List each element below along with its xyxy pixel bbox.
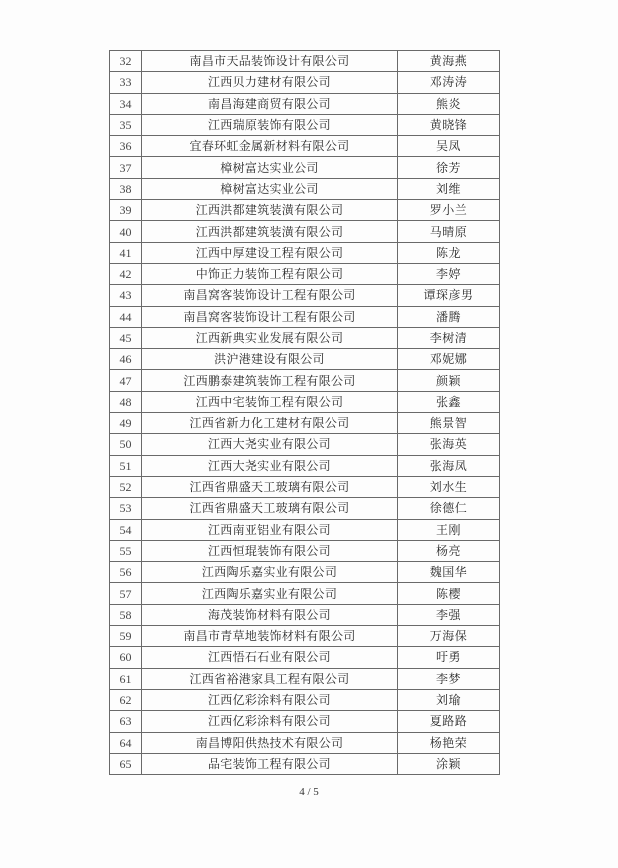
person-name-cell: 潘腾 — [398, 306, 500, 327]
company-name-cell: 江西陶乐嘉实业有限公司 — [142, 583, 398, 604]
row-number-cell: 36 — [110, 136, 142, 157]
row-number-cell: 42 — [110, 263, 142, 284]
person-name-cell: 万海保 — [398, 626, 500, 647]
table-row — [110, 93, 500, 114]
person-name-cell: 邓涛涛 — [398, 72, 500, 93]
row-number-cell: 47 — [110, 370, 142, 391]
person-name-cell: 罗小兰 — [398, 200, 500, 221]
row-number-cell: 61 — [110, 668, 142, 689]
table-row — [110, 626, 500, 647]
person-name-cell: 张鑫 — [398, 391, 500, 412]
company-name-cell: 南昌海建商贸有限公司 — [142, 93, 398, 114]
company-name-cell: 洪沪港建设有限公司 — [142, 349, 398, 370]
table-row — [110, 476, 500, 497]
person-name-cell: 熊景智 — [398, 413, 500, 434]
company-name-cell: 江西省裕港家具工程有限公司 — [142, 668, 398, 689]
table-row — [110, 178, 500, 199]
person-name-cell: 黄晓锋 — [398, 114, 500, 135]
row-number-cell: 41 — [110, 242, 142, 263]
person-name-cell: 夏路路 — [398, 711, 500, 732]
table-row — [110, 689, 500, 710]
table-row — [110, 370, 500, 391]
table-row — [110, 562, 500, 583]
person-name-cell: 杨艳荣 — [398, 732, 500, 753]
company-name-cell: 江西恒琨装饰有限公司 — [142, 540, 398, 561]
table-row — [110, 455, 500, 476]
row-number-cell: 39 — [110, 200, 142, 221]
table-row — [110, 753, 500, 774]
person-name-cell: 颜颖 — [398, 370, 500, 391]
row-number-cell: 53 — [110, 498, 142, 519]
company-name-cell: 江西大尧实业有限公司 — [142, 434, 398, 455]
row-number-cell: 34 — [110, 93, 142, 114]
row-number-cell: 44 — [110, 306, 142, 327]
row-number-cell: 58 — [110, 604, 142, 625]
row-number-cell: 60 — [110, 647, 142, 668]
person-name-cell: 刘瑜 — [398, 689, 500, 710]
company-name-cell: 南昌窝客装饰设计工程有限公司 — [142, 285, 398, 306]
row-number-cell: 59 — [110, 626, 142, 647]
table-row — [110, 647, 500, 668]
table-row — [110, 263, 500, 284]
row-number-cell: 62 — [110, 689, 142, 710]
row-number-cell: 40 — [110, 221, 142, 242]
table-row — [110, 711, 500, 732]
company-name-cell: 江西鹏泰建筑装饰工程有限公司 — [142, 370, 398, 391]
table-row — [110, 327, 500, 348]
table-row — [110, 519, 500, 540]
row-number-cell: 56 — [110, 562, 142, 583]
row-number-cell: 50 — [110, 434, 142, 455]
company-name-cell: 江西悟石石业有限公司 — [142, 647, 398, 668]
company-name-cell: 江西省鼎盛天工玻璃有限公司 — [142, 476, 398, 497]
table-row — [110, 200, 500, 221]
person-name-cell: 李婷 — [398, 263, 500, 284]
company-name-cell: 南昌博阳供热技术有限公司 — [142, 732, 398, 753]
company-name-cell: 江西大尧实业有限公司 — [142, 455, 398, 476]
person-name-cell: 刘水生 — [398, 476, 500, 497]
table-row — [110, 285, 500, 306]
row-number-cell: 32 — [110, 51, 142, 72]
company-name-cell: 樟树富达实业公司 — [142, 178, 398, 199]
row-number-cell: 63 — [110, 711, 142, 732]
company-name-cell: 品宅装饰工程有限公司 — [142, 753, 398, 774]
table-row — [110, 51, 500, 72]
company-name-cell: 江西南亚铝业有限公司 — [142, 519, 398, 540]
person-name-cell: 张海凤 — [398, 455, 500, 476]
company-name-cell: 江西洪都建筑装潢有限公司 — [142, 200, 398, 221]
company-name-cell: 江西陶乐嘉实业有限公司 — [142, 562, 398, 583]
table-row — [110, 413, 500, 434]
person-name-cell: 邓妮娜 — [398, 349, 500, 370]
table-row — [110, 72, 500, 93]
table-row — [110, 583, 500, 604]
person-name-cell: 吴凤 — [398, 136, 500, 157]
table-row — [110, 157, 500, 178]
company-name-cell: 宜春环虹金属新材料有限公司 — [142, 136, 398, 157]
row-number-cell: 33 — [110, 72, 142, 93]
table-row — [110, 136, 500, 157]
company-name-cell: 南昌市天品装饰设计有限公司 — [142, 51, 398, 72]
person-name-cell: 吁勇 — [398, 647, 500, 668]
person-name-cell: 徐芳 — [398, 157, 500, 178]
table-row — [110, 604, 500, 625]
table-row — [110, 242, 500, 263]
row-number-cell: 52 — [110, 476, 142, 497]
person-name-cell: 杨亮 — [398, 540, 500, 561]
company-name-cell: 江西省新力化工建材有限公司 — [142, 413, 398, 434]
row-number-cell: 35 — [110, 114, 142, 135]
page-number: 4 / 5 — [299, 786, 319, 798]
company-name-cell: 南昌窝客装饰设计工程有限公司 — [142, 306, 398, 327]
row-number-cell: 54 — [110, 519, 142, 540]
row-number-cell: 48 — [110, 391, 142, 412]
person-name-cell: 黄海燕 — [398, 51, 500, 72]
table-row — [110, 306, 500, 327]
row-number-cell: 38 — [110, 178, 142, 199]
person-name-cell: 徐德仁 — [398, 498, 500, 519]
person-name-cell: 陈樱 — [398, 583, 500, 604]
table-row — [110, 221, 500, 242]
person-name-cell: 涂颖 — [398, 753, 500, 774]
company-name-cell: 海茂装饰材料有限公司 — [142, 604, 398, 625]
person-name-cell: 刘维 — [398, 178, 500, 199]
person-name-cell: 魏国华 — [398, 562, 500, 583]
company-name-cell: 江西洪都建筑装潢有限公司 — [142, 221, 398, 242]
company-name-cell: 江西贝力建材有限公司 — [142, 72, 398, 93]
table-row — [110, 668, 500, 689]
company-name-cell: 江西亿彩涂料有限公司 — [142, 689, 398, 710]
row-number-cell: 43 — [110, 285, 142, 306]
company-name-cell: 江西省鼎盛天工玻璃有限公司 — [142, 498, 398, 519]
table-row — [110, 114, 500, 135]
person-name-cell: 张海英 — [398, 434, 500, 455]
table-row — [110, 434, 500, 455]
person-name-cell: 陈龙 — [398, 242, 500, 263]
roster-table — [109, 50, 500, 775]
row-number-cell: 57 — [110, 583, 142, 604]
company-name-cell: 南昌市青草地装饰材料有限公司 — [142, 626, 398, 647]
row-number-cell: 64 — [110, 732, 142, 753]
row-number-cell: 55 — [110, 540, 142, 561]
company-name-cell: 江西瑞原装饰有限公司 — [142, 114, 398, 135]
table-row — [110, 391, 500, 412]
row-number-cell: 51 — [110, 455, 142, 476]
person-name-cell: 李树清 — [398, 327, 500, 348]
table-row — [110, 540, 500, 561]
person-name-cell: 李强 — [398, 604, 500, 625]
company-name-cell: 江西中厚建设工程有限公司 — [142, 242, 398, 263]
person-name-cell: 熊炎 — [398, 93, 500, 114]
company-name-cell: 江西亿彩涂料有限公司 — [142, 711, 398, 732]
person-name-cell: 谭琛彦男 — [398, 285, 500, 306]
table-row — [110, 498, 500, 519]
table-row — [110, 732, 500, 753]
person-name-cell: 李梦 — [398, 668, 500, 689]
row-number-cell: 37 — [110, 157, 142, 178]
row-number-cell: 49 — [110, 413, 142, 434]
company-name-cell: 江西新典实业发展有限公司 — [142, 327, 398, 348]
row-number-cell: 65 — [110, 753, 142, 774]
roster-table-body — [110, 51, 500, 775]
person-name-cell: 王刚 — [398, 519, 500, 540]
company-name-cell: 樟树富达实业公司 — [142, 157, 398, 178]
company-name-cell: 江西中宅装饰工程有限公司 — [142, 391, 398, 412]
person-name-cell: 马晴原 — [398, 221, 500, 242]
row-number-cell: 45 — [110, 327, 142, 348]
row-number-cell: 46 — [110, 349, 142, 370]
table-row — [110, 349, 500, 370]
company-name-cell: 中饰正力装饰工程有限公司 — [142, 263, 398, 284]
